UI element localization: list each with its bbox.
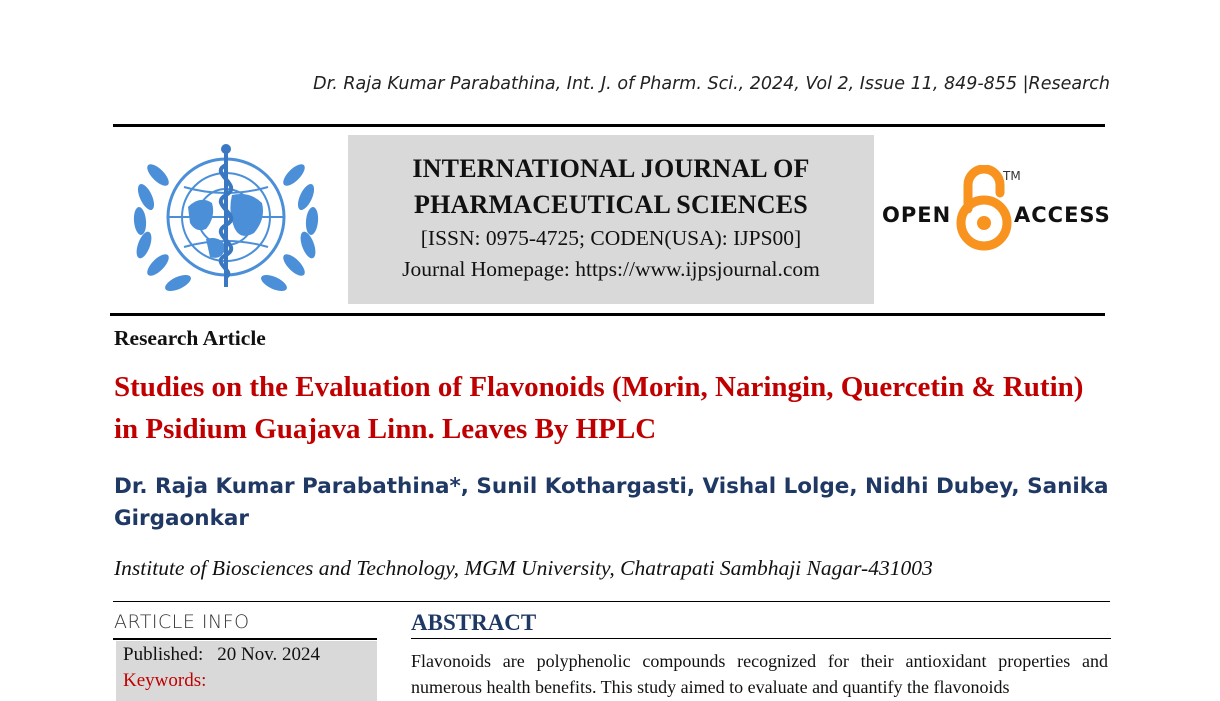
abstract-rule [411,638,1111,639]
journal-name-line2: PHARMACEUTICAL SCIENCES [414,190,808,219]
journal-issn: [ISSN: 0975-4725; CODEN(USA): IJPS00] [420,226,802,250]
article-info-heading: ARTICLE INFO [114,611,250,633]
abstract-heading: ABSTRACT [411,610,537,635]
published-date: 20 Nov. 2024 [217,644,320,665]
journal-name-line1: INTERNATIONAL JOURNAL OF [412,154,810,183]
open-access-logo [880,165,1110,257]
open-access-left-text: OPEN [882,203,952,227]
open-access-tm: TM [1003,169,1021,183]
running-header: Dr. Raja Kumar Parabathina, Int. J. of Pharm. Sci., 2024, Vol 2, Issue 11, 849-855 |Research [313,74,1110,94]
keywords-label: Keywords: [123,670,207,691]
abstract-text: Flavonoids are polyphenolic compounds recognized for their antioxidant properties and numerous health benefits. This study aimed to evaluate and quantify the flavonoids [411,651,1108,697]
published-line [123,644,320,666]
header-rule-bottom [110,313,1105,316]
authors: Dr. Raja Kumar Parabathina*, Sunil Kothargasti, Vishal Lolge, Nidhi Dubey, Sanika Girgaonkar [114,474,1109,531]
journal-info-box [348,135,874,304]
article-type: Research Article [114,326,266,350]
article-info-rule [113,638,377,640]
article-title: Studies on the Evaluation of Flavonoids (Morin, Naringin, Quercetin & Rutin) in Psidium Guajava Linn. Leaves By HPLC [114,371,1084,445]
published-label: Published: [123,644,204,665]
section-divider [113,601,1110,602]
open-access-right-text: ACCESS [1014,203,1111,227]
header-rule-top [113,124,1105,127]
affiliation: Institute of Biosciences and Technology, MGM University, Chatrapati Sambhaji Nagar-431003 [114,556,933,580]
journal-logo [126,137,326,305]
journal-homepage: Journal Homepage: https://www.ijpsjournal.com [402,257,820,281]
